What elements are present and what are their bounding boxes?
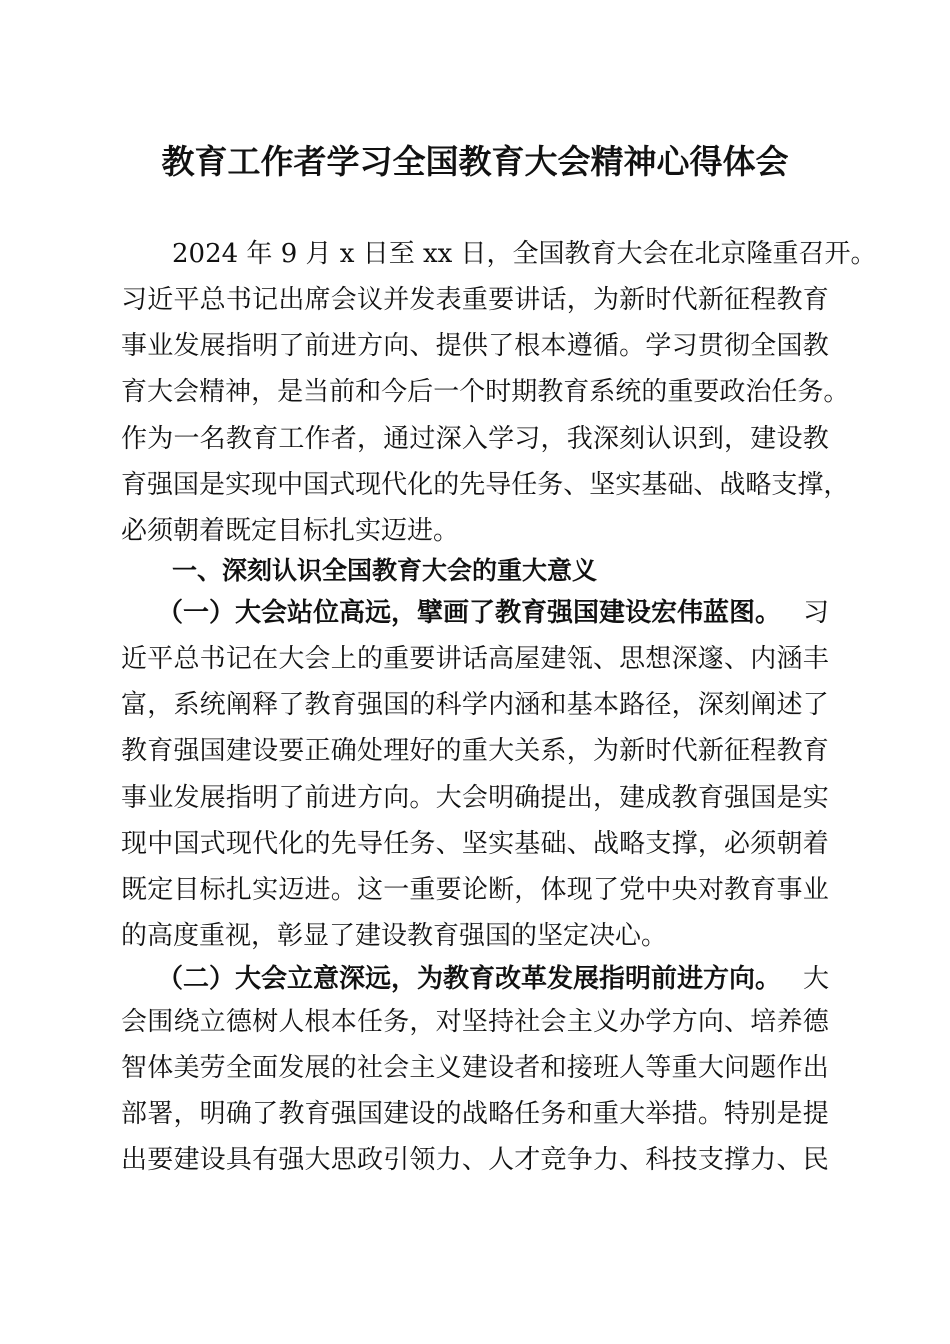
subsection-2-line-4: 部 署 ， 明 确 了 教 育 强 国 建 设 的 战 略 任 务 和 重 大 举 措 。 特 别 是 提 [121,1099,829,1129]
document-title: 教育工作者学习全国教育大会精神心得体会 [161,142,789,181]
paragraph-1-line-4: 育 大 会 精 神 ， 是 当 前 和 今 后 一 个 时 期 教 育 系 统 的 重 要 政 治 任 务 。 [121,377,850,407]
subsection-1-line-3: 富 ， 系 统 阐 释 了 教 育 强 国 的 科 学 内 涵 和 基 本 路 径 ， 深 刻 阐 述 了 [121,690,829,720]
paragraph-1-line-1: 2024 年 9 月 x 日至 xx 日，全国教育大会在北京隆重召开。 [172,239,877,269]
paragraph-1-line-5: 作 为 一 名 教 育 工 作 者 ， 通 过 深 入 学 习 ， 我 深 刻 认 识 到 ， 建 设 教 [121,424,829,454]
subsection-1-line-1-rest: 习 [802,598,829,628]
section-1-heading: 一、深刻认识全国教育大会的重大意义 [172,556,598,585]
subsection-1-line-1 [0,590,950,636]
subsection-2-line-1-rest: 大 [802,964,829,994]
paragraph-1-line-6: 育 强 国 是 实 现 中 国 式 现 代 化 的 先 导 任 务 、 坚 实 基 础 、 战 略 支 撑 ， [121,470,850,500]
subsection-1-line-7: 既 定 目 标 扎 实 迈 进 。 这 一 重 要 论 断 ， 体 现 了 党 中 央 对 教 育 事 业 [121,875,829,905]
subsection-2-line-1 [0,956,950,1002]
subsection-1-line-4: 教 育 强 国 建 设 要 正 确 处 理 好 的 重 大 关 系 ， 为 新 时 代 新 征 程 教 育 [121,736,829,766]
subsection-1-lead: （一）大会站位高远，擘画了教育强国建设宏伟蓝图。 [157,598,782,628]
subsection-2-lead: （二）大会立意深远，为教育改革发展指明前进方向。 [157,964,782,994]
subsection-2-line-2: 会 围 绕 立 德 树 人 根 本 任 务 ， 对 坚 持 社 会 主 义 办 学 方 向 、 培 养 德 [121,1007,829,1037]
subsection-1-line-2: 近 平 总 书 记 在 大 会 上 的 重 要 讲 话 高 屋 建 瓴 、 思 想 深 邃 、 内 涵 丰 [121,644,829,674]
subsection-2-line-3: 智 体 美 劳 全 面 发 展 的 社 会 主 义 建 设 者 和 接 班 人 等 重 大 问 题 作 出 [121,1053,829,1083]
subsection-1-line-5: 事 业 发 展 指 明 了 前 进 方 向 。 大 会 明 确 提 出 ， 建 成 教 育 强 国 是 实 [121,783,829,813]
paragraph-1-line-2: 习 近 平 总 书 记 出 席 会 议 并 发 表 重 要 讲 话 ， 为 新 时 代 新 征 程 教 育 [121,285,829,315]
paragraph-1-line-3: 事 业 发 展 指 明 了 前 进 方 向 、 提 供 了 根 本 遵 循 。 学 习 贯 彻 全 国 教 [121,331,829,361]
subsection-2-line-5: 出 要 建 设 具 有 强 大 思 政 引 领 力 、 人 才 竞 争 力 、 科 技 支 撑 力 、 民 [121,1145,829,1175]
subsection-1-line-6: 现 中 国 式 现 代 化 的 先 导 任 务 、 坚 实 基 础 、 战 略 支 撑 ， 必 须 朝 着 [121,829,829,859]
subsection-1-line-8: 的高度重视，彰显了建设教育强国的坚定决心。 [121,921,668,951]
paragraph-1-line-7: 必须朝着既定目标扎实迈进。 [121,516,460,546]
